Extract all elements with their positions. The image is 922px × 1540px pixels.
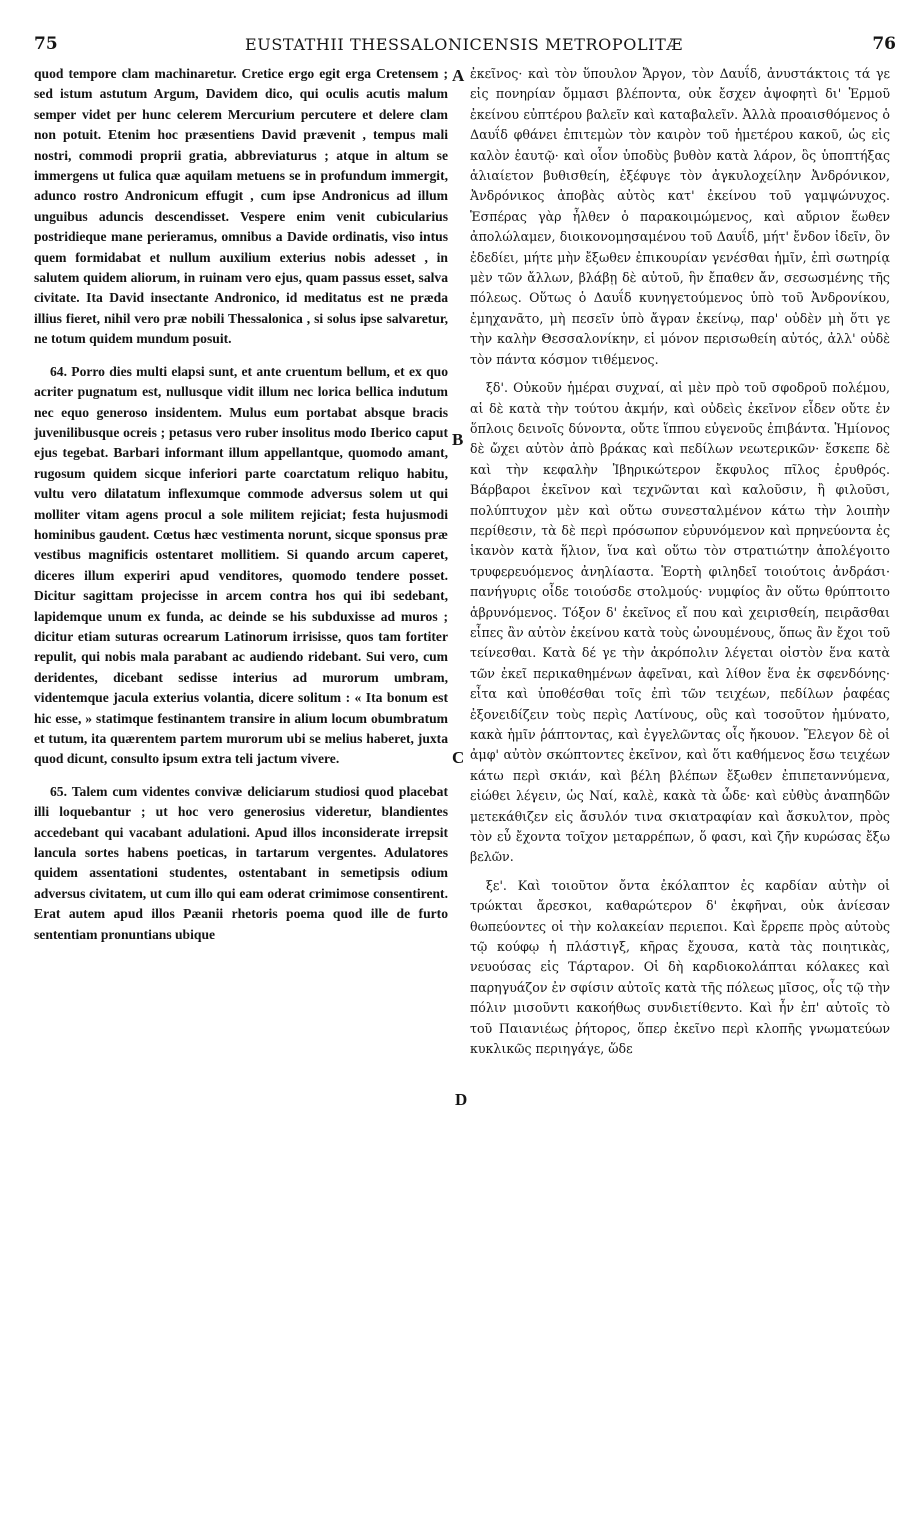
running-title: EUSTATHII THESSALONICENSIS METROPOLITÆ (245, 35, 683, 54)
latin-paragraph-63: quod tempore clam machinaretur. Cretice ergo egit erga Cretensem ; sed istum astutum Argum, Davidem dico, qui oculis acutis malum semper videt per hunc celerem Mercurium percutere et delere clam non potuit. Etenim hoc præsentiens David prævenit , tempus mali nostri, commodi proprii gratia, abbreviaturus ; atque in altum se immergens ut fulica quæ aquilam metuens se in profundum immergit, adunco rostro Andronicum effugit , cum ipse Andronicus ad illum unguibus aduncis descendisset. Vespere enim venit cubicularius postridieque mane perieramus, omnibus a Davide ordinatis, viso intus quem formidabat et nullum auxilium exterius nobis adesset , in salutem quidem aliorum, in ruinam vero ejus, quam passus esset, salva civitate. Ita David insectante Andronico, id meditatus est ne præda illius fieret, nihil vero præ nobili Thessalonica , si solus ipse salvaretur, ne totum quidem mundum posuit. (34, 66, 448, 347)
greek-column (470, 64, 890, 1060)
margin-marker-b: B (452, 430, 464, 449)
page-header (30, 34, 898, 58)
page-number-left: 75 (34, 34, 58, 54)
latin-paragraph-64: 64. Porro dies multi elapsi sunt, et ante cruentum bellum, et ex quo acriter pugnatum est, nullusque vidit illum nec lorica bellica indutum nec equo generoso insidentem. Mulus eum portabat absque bracis juvenilibusque ocreis ; petasus vero ruber insolitus modo Iberico caput ejus tegebat. Barbari informant illum appellantque, quomodo amant, rugosum quidem sicque inferiori parte coarctatum reliquo habitu, vultu vero dilatatum inflexumque commode adversus solem ut qui molliter vitam agens procul a sole militem rejiciat; festa hujusmodi hominibus gaudent. Cœtus hæc vestimenta norunt, sicque sponsus præ vestibus magnificis ostentaret mollitiem. Si quando arcum caperet, diceres illum experiri apud venditores, quomodo tendere posset. Dicitur sagittam projecisse in arcem contra hos qui ibi sedebant, lapidemque unum ex funda, ac deinde se his subduxisse ad muros ; dicitur etiam suturas ocrearum Latinorum irrisisse, quos tam fortiter repulit, qui nobis mala parabant ac audiendo ridebant. Sui vero, cum deridentes, dicebant sedisse interius ad murorum umbram, videntemque jacula exterius volantia, dicere solitum : « Ita bonum est hic esse, » statimque festinantem transire in alium locum obumbratum et tutum, ita quærentem partem murorum ubi se melius haberet, juxta quod dicunt, consulto ipsum extra teli jactum vivere. (34, 363, 448, 767)
margin-marker-c: C (452, 748, 465, 767)
margin-marker-a: A (452, 66, 465, 85)
greek-paragraph-65: ξε'. Καὶ τοιοῦτον ὄντα ἐκόλαπτον ἐς καρδίαν αὐτὴν οἱ τρώκται ἄρεσκοι, καθαρώτερον δ' ἐκφῆναι, οὐκ ἀνίεσαν θωπεύοντες οἱ τὴν κολακείαν περιεποι. Καὶ ἔρρεπε πρὸς αὐτοὺς τῷ κούφῳ ἡ πλάστιγξ, κῆρας ἔχουσα, κατὰ τὰς ποιητικὰς, νευούσας εἰς Τάρταρον. Οἱ δὴ καρδιοκολάπται κόλακες καὶ παρηγυάζον ἐν σφίσιν αὐτοῖς κατὰ τῆς πόλεως μῖσος, οἷς τῷ τὴν πόλιν μισοῦντι κακοήθως συνδιετίθεντο. Καὶ ἦν ἐπ' αὐτοῖς τὸ τοῦ Παιανιέως ῥήτορος, ὅπερ ἐκεῖνο περὶ κλοπῆς γνωματεύων κυκλικῶς περιηγάγε, ὥδε (470, 877, 890, 1057)
margin-marker-d: D (455, 1090, 468, 1109)
greek-paragraph-64: ξδ'. Οὐκοῦν ἡμέραι συχναί, αἱ μὲν πρὸ τοῦ σφοδροῦ πολέμου, αἱ δὲ κατὰ τὴν τούτου ἀκμήν, καὶ οὐδεὶς ἐκεῖνον εἶδεν οὔτε ἐν ὅπλοις δεινοῖς δύνοντα, οὔτε ἵππου εὐγενοῦς ἐπιβάντα. Ἡμίονος δὲ ὤχει αὐτὸν ἀπὸ βράκας καὶ πεδίλων νεωτερικῶν· ἔσκεπε δὲ καὶ τὴν κεφαλὴν Ἰβηρικώτερον ἔκφυλος πῖλος ἐρυθρός. Βάρβαροι ἐκεῖνον καὶ τεχνῶνται καὶ καλοῦσιν, ἢ φιλοῦσι, πολύπτυχον μὲν καὶ οὕτω συνεσταλμένον κάτω τὴν λοιπὴν περίθεσιν, τὰ δὲ περὶ πρόσωπον εὐρυνόμενον καὶ πρηνεύοντα ἐς ἱκανὸν κατὰ ἥλιον, ἵνα καὶ οὕτω τὸν στρατιώτην ἀπολέγοιτο τρυφερευόμενος ἀνηλίαστα. Ἑορτὴ φιληδεῖ τοιούτοις ἀνδράσι· πανήγυρις οἶδε τοιούσδε στολμούς· νυμφίος ἂν οὕτω θρύπτοιτο ἁβρυνόμενος. Τόξον δ' ἐκεῖνος εἴ που καὶ χειρισθείη, πειρᾶσθαι εἶπες ἂν αὐτὸν ἐκείνου κατὰ τοὺς ὠνουμένους, ὅπως ἂν ἔχοι τοῦ τείνεσθαι. Κατὰ δέ γε τὴν ἀκρόπολιν λέγεται οἰστὸν ἕνα κατὰ τῶν ἐκεῖ περικαθημένων ἀφεῖναι, καὶ λίθον ἕνα ἐκ σφενδόνης· εἶτα καὶ ὑποθέσθαι τοῖς ἐπὶ τῶν τειχέων, πεδίλων ῥαφέας ἐξονειδίζειν τοὺς περὶς Λατίνους, οὓς καὶ τοσοῦτον ἠμύνατο, κακὰ ἡμῖν ῥάπτοντας, καὶ ἐγγελῶντας οἷς ἤκουον. Ἔλεγον δὲ οἱ ἀμφ' αὐτὸν σκώπτοντες ἐκεῖνον, καὶ ὅτι καθήμενος ἔσω τειχέων κάτω περὶ σκιάν, καὶ βέλη βλέπων ἔξωθεν ἐπιπεταννύμενα, εἰώθει λέγειν, ὡς Ναί, καλὲ, κακὰ τὰ ὧδε· καὶ εὐθὺς ἀναπηδῶν μετεκάθιζεν εἰς ἄσυλόν τινα σκιατραφίαν καὶ ἄσκυλτον, πρὸς τὸν εὖ ἔχοντα τοῖχον μεταρρέπων, ὅ φασι, καὶ ζῆν κυρώσας ἔξω βελῶν. (470, 380, 890, 865)
greek-paragraph-63: ἐκεῖνος· καὶ τὸν ὕπουλον Ἄργον, τὸν Δαυΐδ, ἀνυστάκτοις τά γε εἰς πονηρίαν ὄμμασι βλέποντα, οὐκ ἔσχεν ἀψοφητὶ δι' Ἑρμοῦ ἐκείνου εὐπτέρου βαλεῖν καὶ καταβαλεῖν. Ἀλλὰ προαισθόμενος ὁ Δαυΐδ φθάνει ἐπιτεμὼν τὸν καιρὸν τοῦ ἡμετέρου κακοῦ, ὡς εἰς καλὸν ἑαυτῷ· καὶ οἷον ὑποδὺς βυθὸν κατὰ λάρον, ὃς ὑποπτήξας ἁλιαίετον βυθισθείη, ἐξέφυγε τὸν ἀγκυλοχείλην Ἀνδρόνικον, Ἀνδρόνικος ἀποβὰς αὐτὸς κατ' ἐκείνου τοῦ γαμψώνυχος. Ἑσπέρας γὰρ ἦλθεν ὁ παρακοιμώμενος, καὶ αὔριον ἕωθεν ἀπολώλαμεν, διοικονομησαμένου τοῦ Δαυΐδ, μήτ' ἔνδον ἰδεῖν, ὃν ἐδεδίει, μήτε μὴν ἔξωθεν ἐπικουρίαν γενέσθαι ἡμῖν, ἐπὶ σωτηρίᾳ μὲν τῶν ἄλλων, βλάβῃ δὲ αὐτοῦ, ἣν ἔπαθεν ἄν, σεσωσμένης τῆς πόλεως. Οὕτως ὁ Δαυΐδ κυνηγετούμενος ὑπὸ τοῦ Ἀνδρονίκου, ἐμηχανᾶτο, μὴ πεσεῖν ὑπὸ ἄγραν ἐκείνῳ, παρ' οὐδὲν μὴ ὅτι γε τὴν καλὴν Θεσσαλονίκην, εἰ μόνον περισωθείη αὐτός, ἀλλ' οὐδὲ τὸν πάντα κόσμον τιθέμενος. (470, 66, 890, 367)
latin-column (34, 64, 448, 945)
page-number-right: 76 (872, 34, 896, 54)
latin-paragraph-65: 65. Talem cum videntes convivæ deliciarum studiosi quod placebat illi loquebantur ; ut hoc vero generosius videretur, blandientes accedebant qui vacabant adulationi. Apud illos inconsiderate irrepsit lancula sortes habens poeticas, in tartarum vergentes. Adulatores quidem assentationi studentes, ostentabant in semetipsis odium adversus civitatem, ut cum illo qui eam oderat crimimose consentirent. Erat autem apud illos Pæanii rhetoris poema quod ille de furto sententiam pronuntians ubique (34, 783, 448, 942)
